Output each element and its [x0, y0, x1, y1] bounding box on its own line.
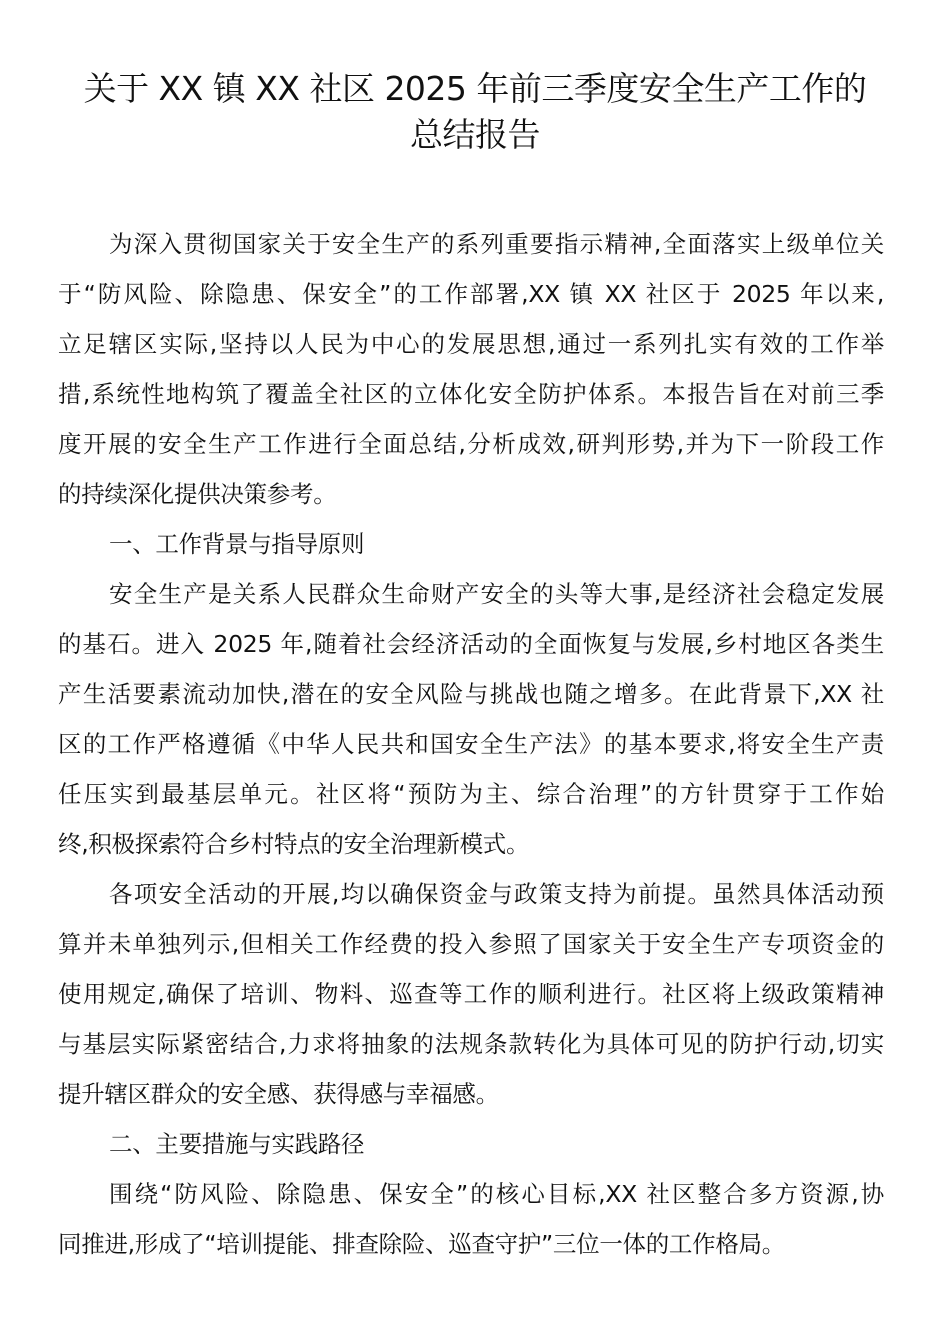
- paragraph-intro: [58, 219, 884, 519]
- paragraph-line: 算并未单独列示,但相关工作经费的投入参照了国家关于安全生产专项资金的: [58, 930, 884, 958]
- paragraph-line: 同推进,形成了“培训提能、排查除险、巡查守护”三位一体的工作格局。: [58, 1230, 785, 1258]
- paragraph-line: 为深入贯彻国家关于安全生产的系列重要指示精神,全面落实上级单位关: [109, 230, 884, 258]
- section-heading-2: 二、主要措施与实践路径: [109, 1130, 365, 1158]
- paragraph-line: 区的工作严格遵循《中华人民共和国安全生产法》的基本要求,将安全生产责: [58, 730, 884, 758]
- title-line: 总结报告: [410, 115, 540, 154]
- document-title: [40, 66, 910, 158]
- paragraph-background: [58, 569, 884, 869]
- paragraph-line: 提升辖区群众的安全感、获得感与幸福感。: [58, 1080, 499, 1108]
- paragraph-line: 各项安全活动的开展,均以确保资金与政策支持为前提。虽然具体活动预: [109, 880, 884, 908]
- paragraph-line: 度开展的安全生产工作进行全面总结,分析成效,研判形势,并为下一阶段工作: [58, 430, 884, 458]
- paragraph-line: 的基石。进入 2025 年,随着社会经济活动的全面恢复与发展,乡村地区各类生: [58, 630, 884, 658]
- paragraph-line: 围绕“防风险、除隐患、保安全”的核心目标,XX 社区整合多方资源,协: [109, 1180, 884, 1208]
- paragraph-line: 安全生产是关系人民群众生命财产安全的头等大事,是经济社会稳定发展: [109, 580, 884, 608]
- paragraph-line: 产生活要素流动加快,潜在的安全风险与挑战也随之增多。在此背景下,XX 社: [58, 680, 884, 708]
- paragraph-line: 立足辖区实际,坚持以人民为中心的发展思想,通过一系列扎实有效的工作举: [58, 330, 884, 358]
- paragraph-line: 使用规定,确保了培训、物料、巡查等工作的顺利进行。社区将上级政策精神: [58, 980, 884, 1008]
- title-line: 关于 XX 镇 XX 社区 2025 年前三季度安全生产工作的: [83, 69, 867, 108]
- paragraph-line: 终,积极探索符合乡村特点的安全治理新模式。: [58, 830, 530, 858]
- paragraph-line: 与基层实际紧密结合,力求将抽象的法规条款转化为具体可见的防护行动,切实: [58, 1030, 884, 1058]
- paragraph-line: 的持续深化提供决策参考。: [58, 480, 337, 508]
- paragraph-funding: [58, 869, 884, 1119]
- paragraph-line: 措,系统性地构筑了覆盖全社区的立体化安全防护体系。本报告旨在对前三季: [58, 380, 884, 408]
- document-body: [58, 219, 884, 1269]
- paragraph-measures: [58, 1169, 884, 1269]
- paragraph-line: 任压实到最基层单元。社区将“预防为主、综合治理”的方针贯穿于工作始: [58, 780, 884, 808]
- section-heading-1: 一、工作背景与指导原则: [109, 530, 365, 558]
- paragraph-line: 于“防风险、除隐患、保安全”的工作部署,XX 镇 XX 社区于 2025 年以来,: [58, 280, 884, 308]
